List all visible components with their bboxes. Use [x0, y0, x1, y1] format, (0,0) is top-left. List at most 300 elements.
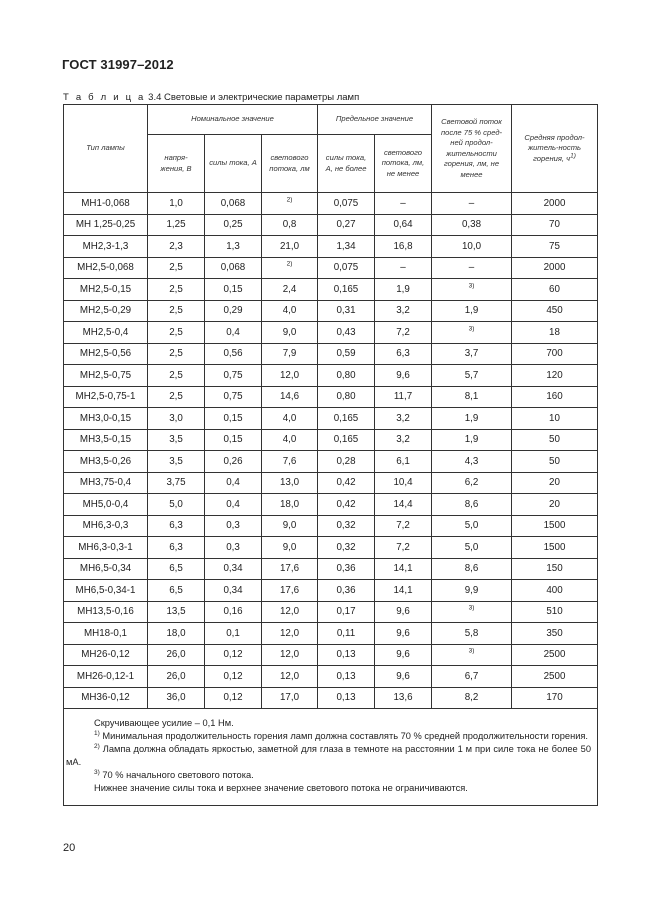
cell-lamp-type-value: МН6,5-0,34 — [79, 563, 132, 575]
cell-lamp-type — [64, 322, 148, 344]
cell-current-nominal-value: 0,12 — [223, 692, 243, 704]
cell-lamp-type-value: МН2,5-0,75-1 — [75, 391, 136, 403]
cell-lamp-type — [64, 687, 148, 709]
cell-current-nominal-value: 0,16 — [223, 606, 243, 618]
cell-flux-after-value: 5,8 — [464, 627, 479, 639]
page-number: 20 — [63, 842, 76, 854]
cell-flux-nominal — [262, 193, 318, 215]
cell-lamp-type — [64, 279, 148, 301]
cell-current-max — [318, 537, 375, 559]
cell-lifetime-value: 510 — [546, 606, 563, 618]
cell-flux-after — [432, 343, 512, 365]
cell-flux-min-value: 7,2 — [396, 520, 410, 532]
cell-flux-min-value: 0,64 — [393, 219, 413, 231]
cell-lamp-type — [64, 472, 148, 494]
cell-voltage-value: 18,0 — [166, 627, 186, 639]
cell-current-max-value: 0,28 — [336, 455, 356, 467]
cell-voltage-value: 1,0 — [169, 197, 183, 209]
table-row — [64, 687, 598, 709]
cell-lifetime-value: 50 — [549, 455, 560, 467]
cell-flux-min — [375, 429, 432, 451]
cell-lamp-type — [64, 666, 148, 688]
cell-lamp-type-value: МН2,5-0,15 — [79, 283, 132, 295]
cell-flux-min-value: 10,4 — [393, 477, 413, 489]
col-group-limit: Предельное значение — [318, 105, 432, 135]
cell-flux-nominal-value: 9,0 — [282, 326, 297, 338]
cell-current-max — [318, 408, 375, 430]
cell-flux-after — [432, 236, 512, 258]
cell-voltage-value: 13,5 — [166, 606, 186, 618]
cell-lamp-type-value: МН 1,25-0,25 — [75, 219, 136, 231]
cell-flux-min — [375, 343, 432, 365]
cell-lifetime-value: 60 — [549, 283, 560, 295]
cell-current-nominal — [205, 494, 262, 516]
cell-voltage — [148, 429, 205, 451]
cell-current-nominal — [205, 193, 262, 215]
cell-voltage — [148, 322, 205, 344]
table-caption — [63, 92, 359, 103]
cell-voltage — [148, 687, 205, 709]
cell-flux-nominal-value: 7,6 — [282, 455, 297, 467]
cell-flux-after — [432, 451, 512, 473]
cell-current-nominal-value: 0,3 — [226, 541, 240, 553]
cell-flux-min-value: – — [400, 262, 406, 274]
cell-flux-min-value: 3,2 — [396, 434, 410, 446]
cell-current-max-value: 0,59 — [336, 348, 356, 360]
table-head — [64, 105, 598, 193]
cell-current-nominal-value: 0,4 — [226, 326, 240, 338]
table-row — [64, 386, 598, 408]
cell-flux-min-value: 14,1 — [393, 584, 413, 596]
cell-current-max — [318, 644, 375, 666]
cell-flux-min — [375, 408, 432, 430]
col-lifetime-label: Средняя продол-житель-ность горения, ч — [524, 132, 585, 163]
cell-flux-min — [375, 515, 432, 537]
note-1-text: Минимальная продолжительность горения ламп должна составлять 70 % средней продолжительности горения. — [99, 731, 589, 741]
cell-flux-nominal — [262, 494, 318, 516]
cell-flux-after — [432, 193, 512, 215]
cell-voltage — [148, 193, 205, 215]
cell-flux-min-value: 3,2 — [396, 305, 410, 317]
cell-flux-min — [375, 300, 432, 322]
cell-lamp-type-value: МН6,5-0,34-1 — [75, 584, 136, 596]
cell-voltage-value: 2,5 — [169, 348, 183, 360]
cell-lifetime-value: 160 — [546, 391, 563, 403]
note-3-text: 70 % начального светового потока. — [99, 770, 254, 780]
cell-lifetime-value: 70 — [549, 219, 560, 231]
document-header: ГОСТ 31997–2012 — [62, 57, 174, 72]
cell-flux-min-value: 13,6 — [393, 692, 413, 704]
cell-flux-after — [432, 687, 512, 709]
cell-current-nominal-value: 0,34 — [223, 563, 243, 575]
cell-current-nominal — [205, 601, 262, 623]
cell-flux-nominal — [262, 666, 318, 688]
cell-lamp-type-value: МН3,5-0,15 — [79, 434, 132, 446]
cell-flux-nominal-value: 4,0 — [282, 412, 297, 424]
cell-flux-after-value: 3,7 — [464, 348, 479, 360]
cell-flux-after — [432, 386, 512, 408]
cell-flux-nominal-value: 7,9 — [282, 348, 297, 360]
note-2-mark: 2) — [94, 742, 100, 750]
cell-voltage — [148, 300, 205, 322]
cell-current-max-value: 0,13 — [336, 670, 356, 682]
cell-flux-nominal — [262, 601, 318, 623]
cell-flux-min-value: 9,6 — [396, 649, 410, 661]
cell-current-max — [318, 601, 375, 623]
cell-current-max — [318, 687, 375, 709]
cell-flux-min — [375, 687, 432, 709]
cell-flux-after-value: 5,7 — [464, 369, 479, 381]
cell-current-nominal-value: 0,12 — [223, 670, 243, 682]
cell-flux-nominal-value: 17,0 — [279, 692, 300, 704]
cell-lifetime — [512, 644, 598, 666]
cell-current-nominal-value: 0,75 — [223, 391, 243, 403]
cell-current-max-value: 0,165 — [333, 412, 359, 424]
cell-lamp-type — [64, 236, 148, 258]
note-2 — [66, 743, 591, 769]
cell-flux-after — [432, 601, 512, 623]
cell-current-nominal-value: 0,1 — [226, 627, 240, 639]
cell-current-max — [318, 580, 375, 602]
table-row — [64, 644, 598, 666]
cell-flux-min-value: 1,9 — [396, 283, 410, 295]
cell-current-max-value: 0,32 — [336, 520, 356, 532]
col-current-max: силы тока, А, не более — [318, 135, 375, 193]
cell-lamp-type — [64, 343, 148, 365]
cell-current-nominal — [205, 644, 262, 666]
cell-lifetime-value: 1500 — [543, 541, 566, 553]
cell-lamp-type — [64, 623, 148, 645]
cell-lamp-type-value: МН2,5-0,29 — [79, 305, 132, 317]
cell-flux-nominal-value: 14,6 — [279, 391, 300, 403]
cell-current-nominal — [205, 472, 262, 494]
cell-flux-min — [375, 279, 432, 301]
cell-flux-min — [375, 666, 432, 688]
cell-lifetime — [512, 429, 598, 451]
cell-current-nominal-value: 0,068 — [220, 262, 246, 274]
cell-flux-nominal — [262, 257, 318, 279]
cell-flux-min — [375, 644, 432, 666]
cell-lamp-type-value: МН2,5-0,56 — [79, 348, 132, 360]
cell-lifetime — [512, 623, 598, 645]
cell-lifetime-value: 350 — [546, 627, 563, 639]
cell-lifetime-value: 2500 — [543, 670, 566, 682]
cell-flux-after — [432, 644, 512, 666]
note-1-mark: 1) — [94, 729, 100, 737]
cell-flux-after — [432, 580, 512, 602]
cell-flux-after — [432, 472, 512, 494]
cell-lifetime — [512, 193, 598, 215]
cell-current-nominal-value: 0,15 — [223, 434, 243, 446]
cell-current-max-value: 0,075 — [333, 262, 359, 274]
cell-lifetime-value: 18 — [549, 326, 560, 338]
cell-current-max-value: 0,075 — [333, 197, 359, 209]
cell-flux-after — [432, 365, 512, 387]
cell-voltage-value: 3,75 — [166, 477, 186, 489]
cell-current-max — [318, 429, 375, 451]
cell-lamp-type-value: МН3,5-0,26 — [79, 455, 132, 467]
cell-lamp-type — [64, 257, 148, 279]
cell-voltage — [148, 601, 205, 623]
cell-flux-min — [375, 214, 432, 236]
table-row — [64, 494, 598, 516]
cell-lamp-type-value: МН6,3-0,3-1 — [78, 541, 133, 553]
cell-flux-nominal — [262, 322, 318, 344]
cell-flux-nominal-value: 12,0 — [279, 649, 300, 661]
cell-flux-nominal — [262, 300, 318, 322]
cell-lamp-type — [64, 580, 148, 602]
cell-lamp-type-value: МН3,75-0,4 — [79, 477, 132, 489]
cell-lifetime-value: 400 — [546, 584, 563, 596]
cell-current-max — [318, 279, 375, 301]
cell-current-nominal — [205, 515, 262, 537]
cell-lamp-type-value: МН1-0,068 — [81, 197, 130, 209]
cell-lamp-type — [64, 429, 148, 451]
cell-current-nominal — [205, 386, 262, 408]
table-caption-text: 3.4 Световые и электрические параметры ламп — [145, 92, 360, 103]
cell-flux-nominal — [262, 429, 318, 451]
cell-flux-after-footnote: 3) — [468, 604, 475, 612]
table-row — [64, 580, 598, 602]
cell-flux-after — [432, 623, 512, 645]
cell-lamp-type-value: МН2,5-0,4 — [82, 326, 129, 338]
cell-flux-min-value: 9,6 — [396, 606, 410, 618]
cell-lamp-type-value: МН5,0-0,4 — [82, 498, 129, 510]
cell-flux-min-value: 6,1 — [396, 455, 410, 467]
cell-voltage-value: 3,5 — [169, 455, 183, 467]
cell-current-max — [318, 236, 375, 258]
cell-current-nominal — [205, 687, 262, 709]
cell-current-max — [318, 193, 375, 215]
cell-flux-nominal — [262, 214, 318, 236]
cell-lifetime — [512, 515, 598, 537]
cell-flux-nominal — [262, 580, 318, 602]
cell-lifetime-value: 450 — [546, 305, 563, 317]
cell-current-nominal-value: 0,26 — [223, 455, 243, 467]
cell-current-nominal-value: 0,34 — [223, 584, 243, 596]
cell-flux-nominal — [262, 472, 318, 494]
table-row — [64, 257, 598, 279]
cell-lamp-type-value: МН3,0-0,15 — [79, 412, 132, 424]
cell-voltage-value: 3,0 — [169, 412, 183, 424]
cell-flux-after — [432, 537, 512, 559]
cell-current-max-value: 0,80 — [336, 391, 356, 403]
cell-lifetime — [512, 322, 598, 344]
cell-lamp-type-value: МН2,5-0,068 — [77, 262, 134, 274]
cell-flux-nominal-value: 4,0 — [282, 434, 297, 446]
cell-flux-min-value: 16,8 — [393, 240, 413, 252]
cell-flux-min — [375, 472, 432, 494]
cell-flux-nominal-footnote: 2) — [286, 196, 293, 204]
cell-voltage — [148, 623, 205, 645]
cell-current-nominal-value: 0,75 — [223, 369, 243, 381]
table-row — [64, 236, 598, 258]
cell-lifetime-value: 1500 — [543, 520, 566, 532]
table-row — [64, 408, 598, 430]
cell-flux-after-footnote: 3) — [468, 325, 475, 333]
cell-voltage — [148, 666, 205, 688]
cell-flux-after-value: 1,9 — [464, 434, 479, 446]
table-row — [64, 537, 598, 559]
cell-flux-nominal — [262, 451, 318, 473]
cell-flux-after-value: 4,3 — [464, 455, 479, 467]
cell-flux-nominal — [262, 558, 318, 580]
cell-current-nominal — [205, 343, 262, 365]
cell-current-max-value: 0,13 — [336, 692, 356, 704]
cell-voltage — [148, 537, 205, 559]
note-2-text: Лампа должна обладать яркостью, заметной для глаза в темноте на расстоянии 1 м при силе тока не более 50 мА. — [66, 744, 591, 767]
cell-current-max-value: 0,36 — [336, 584, 356, 596]
cell-current-max-value: 0,11 — [336, 627, 356, 639]
cell-current-max-value: 0,165 — [333, 434, 359, 446]
cell-current-max — [318, 515, 375, 537]
cell-current-max — [318, 257, 375, 279]
cell-current-nominal-value: 0,4 — [226, 498, 240, 510]
table-row — [64, 343, 598, 365]
table-row — [64, 300, 598, 322]
cell-current-max — [318, 343, 375, 365]
cell-voltage-value: 26,0 — [166, 670, 186, 682]
cell-flux-nominal-value: 12,0 — [279, 670, 300, 682]
cell-lamp-type — [64, 408, 148, 430]
cell-flux-nominal-value: 2,4 — [282, 283, 297, 295]
cell-lamp-type-value: МН2,3-1,3 — [82, 240, 129, 252]
cell-flux-min — [375, 601, 432, 623]
cell-lamp-type — [64, 451, 148, 473]
cell-voltage-value: 36,0 — [166, 692, 186, 704]
cell-lifetime-value: 2000 — [543, 262, 566, 274]
cell-lamp-type — [64, 214, 148, 236]
cell-flux-nominal-value: 9,0 — [282, 520, 297, 532]
cell-flux-min — [375, 322, 432, 344]
cell-voltage-value: 2,5 — [169, 391, 183, 403]
cell-voltage — [148, 343, 205, 365]
cell-voltage — [148, 236, 205, 258]
cell-current-max-value: 0,42 — [336, 498, 356, 510]
cell-voltage-value: 6,3 — [169, 520, 183, 532]
cell-flux-nominal-value: 17,6 — [279, 584, 300, 596]
cell-lifetime — [512, 494, 598, 516]
cell-flux-after — [432, 214, 512, 236]
cell-lamp-type — [64, 537, 148, 559]
cell-current-max — [318, 623, 375, 645]
cell-current-max-value: 0,43 — [336, 326, 356, 338]
table-body — [64, 193, 598, 709]
cell-current-nominal — [205, 429, 262, 451]
cell-current-max-value: 0,80 — [336, 369, 356, 381]
cell-lifetime — [512, 687, 598, 709]
cell-flux-after-value: 8,1 — [464, 391, 479, 403]
cell-flux-min-value: – — [400, 197, 406, 209]
cell-flux-min-value: 7,2 — [396, 541, 410, 553]
cell-flux-min — [375, 193, 432, 215]
cell-lifetime — [512, 666, 598, 688]
cell-flux-after-value: 1,9 — [464, 412, 479, 424]
cell-current-max-value: 0,32 — [336, 541, 356, 553]
table-row — [64, 472, 598, 494]
cell-voltage-value: 6,5 — [169, 584, 183, 596]
cell-flux-min-value: 9,6 — [396, 369, 410, 381]
cell-voltage-value: 26,0 — [166, 649, 186, 661]
note-3 — [66, 769, 591, 782]
cell-lamp-type — [64, 193, 148, 215]
cell-current-max-value: 0,42 — [336, 477, 356, 489]
cell-voltage — [148, 494, 205, 516]
table-row — [64, 365, 598, 387]
cell-current-nominal — [205, 580, 262, 602]
cell-lamp-type-value: МН2,5-0,75 — [79, 369, 132, 381]
cell-flux-min-value: 14,1 — [393, 563, 413, 575]
cell-voltage-value: 2,5 — [169, 326, 183, 338]
cell-flux-nominal — [262, 236, 318, 258]
cell-flux-nominal — [262, 644, 318, 666]
cell-current-max-value: 1,34 — [336, 240, 356, 252]
cell-lifetime — [512, 236, 598, 258]
col-group-nominal: Номинальное значение — [148, 105, 318, 135]
cell-current-nominal — [205, 666, 262, 688]
cell-flux-min — [375, 257, 432, 279]
cell-current-max — [318, 386, 375, 408]
cell-voltage — [148, 580, 205, 602]
cell-flux-nominal — [262, 537, 318, 559]
cell-voltage-value: 2,3 — [169, 240, 183, 252]
cell-flux-nominal — [262, 623, 318, 645]
notes-cell — [64, 709, 598, 806]
table-row — [64, 666, 598, 688]
cell-flux-nominal-value: 21,0 — [279, 240, 300, 252]
cell-voltage-value: 6,3 — [169, 541, 183, 553]
cell-flux-nominal — [262, 343, 318, 365]
cell-current-nominal-value: 0,12 — [223, 649, 243, 661]
cell-flux-after-footnote: 3) — [468, 282, 475, 290]
note-3-mark: 3) — [94, 768, 100, 776]
cell-lifetime — [512, 472, 598, 494]
cell-flux-after-value: 8,6 — [464, 563, 479, 575]
cell-flux-after-value: 5,0 — [464, 520, 479, 532]
cell-current-nominal-value: 1,3 — [226, 240, 240, 252]
cell-flux-min — [375, 386, 432, 408]
cell-lamp-type-value: МН26-0,12-1 — [76, 670, 135, 682]
cell-lamp-type-value: МН13,5-0,16 — [77, 606, 134, 618]
cell-flux-after-value: – — [468, 197, 475, 209]
cell-current-max-value: 0,31 — [336, 305, 356, 317]
cell-current-nominal — [205, 623, 262, 645]
cell-lifetime — [512, 214, 598, 236]
cell-voltage — [148, 214, 205, 236]
cell-lifetime — [512, 343, 598, 365]
cell-flux-min-value: 14,4 — [393, 498, 413, 510]
cell-flux-after-value: 1,9 — [464, 305, 479, 317]
cell-current-nominal-value: 0,29 — [223, 305, 243, 317]
cell-flux-nominal-value: 13,0 — [279, 477, 300, 489]
cell-flux-after-value: 8,6 — [464, 498, 479, 510]
cell-current-nominal-value: 0,068 — [220, 197, 246, 209]
cell-current-nominal — [205, 451, 262, 473]
cell-lifetime-value: 170 — [546, 692, 563, 704]
cell-voltage — [148, 408, 205, 430]
cell-flux-after — [432, 494, 512, 516]
cell-current-nominal — [205, 322, 262, 344]
cell-flux-after — [432, 666, 512, 688]
cell-flux-after — [432, 429, 512, 451]
cell-flux-min-value: 3,2 — [396, 412, 410, 424]
cell-voltage-value: 2,5 — [169, 305, 183, 317]
col-lamp-type: Тип лампы — [64, 105, 148, 193]
cell-lifetime — [512, 408, 598, 430]
cell-current-max-value: 0,17 — [336, 606, 356, 618]
cell-current-nominal-value: 0,15 — [223, 283, 243, 295]
cell-flux-after — [432, 515, 512, 537]
